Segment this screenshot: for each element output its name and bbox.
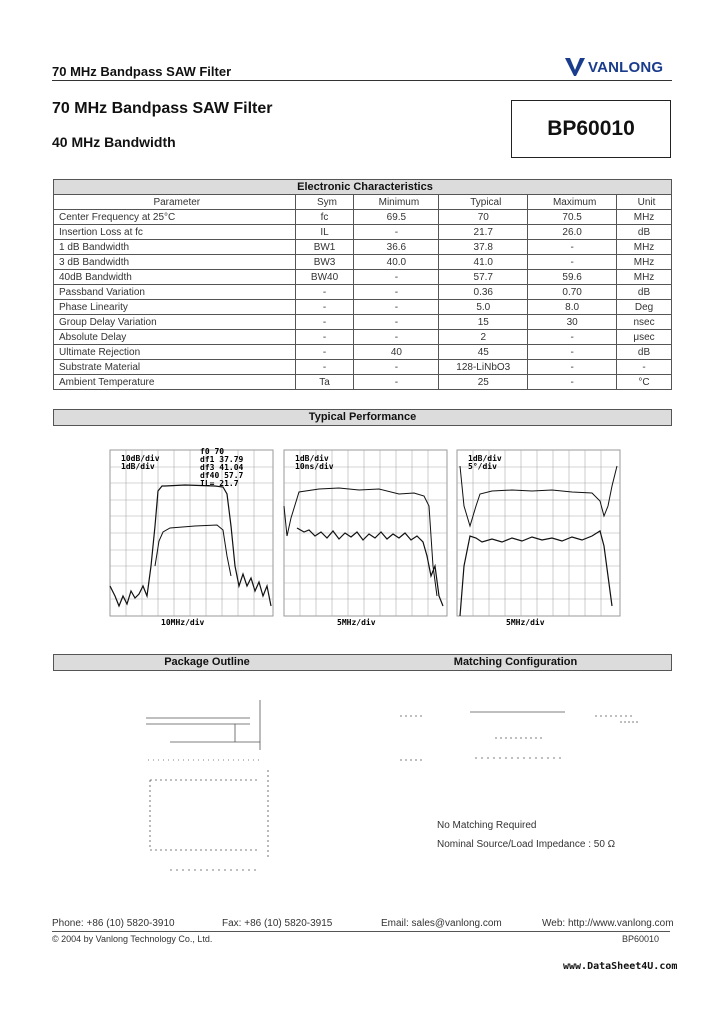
table-row — [54, 240, 672, 255]
table-cell: 40dB Bandwidth — [54, 270, 296, 285]
footer-web[interactable]: Web: http://www.vanlong.com — [542, 918, 674, 929]
package-outline-drawing — [140, 690, 280, 880]
table-cell: - — [295, 285, 354, 300]
table-cell: - — [354, 330, 439, 345]
table-cell: 21.7 — [439, 225, 528, 240]
table-cell: nsec — [617, 315, 672, 330]
table-cell: 128-LiNbO3 — [439, 360, 528, 375]
table-cell: 45 — [439, 345, 528, 360]
table-cell: 1 dB Bandwidth — [54, 240, 296, 255]
matching-configuration-title: Matching Configuration — [453, 656, 578, 668]
table-cell: Ambient Temperature — [54, 375, 296, 390]
table-row — [54, 360, 672, 375]
table-cell: MHz — [617, 255, 672, 270]
table-row — [54, 210, 672, 225]
table-cell: IL — [295, 225, 354, 240]
plot1-readout: df3 41.04 — [200, 463, 244, 472]
table-cell: - — [354, 285, 439, 300]
table-cell: Deg — [617, 300, 672, 315]
column-header: Unit — [617, 195, 672, 210]
table-cell: 3 dB Bandwidth — [54, 255, 296, 270]
matching-note-1: No Matching Required — [437, 820, 537, 831]
table-cell: Phase Linearity — [54, 300, 296, 315]
column-header: Minimum — [354, 195, 439, 210]
table-cell: - — [528, 360, 617, 375]
table-cell: - — [528, 255, 617, 270]
table-cell: - — [295, 315, 354, 330]
table-cell: 69.5 — [354, 210, 439, 225]
table-cell: °C — [617, 375, 672, 390]
footer-phone: Phone: +86 (10) 5820-3910 — [52, 918, 175, 929]
table-row — [54, 375, 672, 390]
plot1-readout: df40 57.7 — [200, 471, 244, 480]
table-cell: - — [354, 225, 439, 240]
plot1-scale1: 10dB/div — [121, 454, 160, 463]
table-cell: 41.0 — [439, 255, 528, 270]
vanlong-logo-icon — [565, 58, 585, 76]
footer-divider — [52, 931, 670, 932]
typical-performance-bar — [53, 409, 672, 426]
plot2-scale2: 10ns/div — [295, 462, 334, 471]
table-cell: μsec — [617, 330, 672, 345]
header-title: 70 MHz Bandpass SAW Filter — [52, 64, 232, 79]
table-cell: 59.6 — [528, 270, 617, 285]
table-row — [54, 315, 672, 330]
table-cell: Center Frequency at 25°C — [54, 210, 296, 225]
brand-logo — [565, 58, 663, 76]
table-cell: - — [354, 375, 439, 390]
table-cell: - — [354, 360, 439, 375]
table-cell: 70.5 — [528, 210, 617, 225]
table-cell: MHz — [617, 270, 672, 285]
watermark-link[interactable]: www.DataSheet4U.com — [563, 961, 678, 972]
frequency-response-plot — [105, 446, 280, 626]
table-cell: 25 — [439, 375, 528, 390]
table-row — [54, 225, 672, 240]
footer-email[interactable]: Email: sales@vanlong.com — [381, 918, 502, 929]
footer-copyright: © 2004 by Vanlong Technology Co., Ltd. — [52, 934, 213, 944]
table-row — [54, 345, 672, 360]
table-cell: BW3 — [295, 255, 354, 270]
plot3-xlabel: 5MHz/div — [506, 618, 545, 626]
footer-fax: Fax: +86 (10) 5820-3915 — [222, 918, 333, 929]
table-cell: 5.0 — [439, 300, 528, 315]
table-cell: 2 — [439, 330, 528, 345]
brand-name: VANLONG — [588, 58, 664, 76]
page-title: 70 MHz Bandpass SAW Filter — [52, 100, 273, 117]
matching-configuration-diagram — [395, 700, 645, 780]
plot1-readout: IL= 21.7 — [200, 479, 239, 488]
table-cell: - — [295, 345, 354, 360]
matching-note-2: Nominal Source/Load Impedance : 50 Ω — [437, 839, 616, 850]
table-cell: - — [528, 330, 617, 345]
table-title: Electronic Characteristics — [54, 180, 672, 195]
package-matching-bar — [53, 654, 672, 671]
table-cell: - — [528, 240, 617, 255]
table-cell: - — [528, 375, 617, 390]
plot1-readout: df1 37.79 — [200, 455, 244, 464]
table-header-row — [54, 195, 672, 210]
table-cell: - — [295, 360, 354, 375]
table-row — [54, 300, 672, 315]
table-cell: 8.0 — [528, 300, 617, 315]
electronic-characteristics-table — [53, 179, 672, 390]
plot3-scale1: 1dB/div — [468, 454, 502, 463]
table-cell: 26.0 — [528, 225, 617, 240]
table-cell: dB — [617, 345, 672, 360]
table-cell: Passband Variation — [54, 285, 296, 300]
table-cell: dB — [617, 285, 672, 300]
column-header: Typical — [439, 195, 528, 210]
plot2-xlabel: 5MHz/div — [337, 618, 376, 626]
phase-plot — [452, 446, 627, 626]
table-row — [54, 270, 672, 285]
table-cell: fc — [295, 210, 354, 225]
table-cell: 15 — [439, 315, 528, 330]
table-cell: 37.8 — [439, 240, 528, 255]
table-cell: 70 — [439, 210, 528, 225]
table-cell: Insertion Loss at fc — [54, 225, 296, 240]
table-cell: Substrate Material — [54, 360, 296, 375]
table-cell: 0.70 — [528, 285, 617, 300]
table-row — [54, 285, 672, 300]
plot2-scale1: 1dB/div — [295, 454, 329, 463]
table-cell: BW1 — [295, 240, 354, 255]
table-cell: 36.6 — [354, 240, 439, 255]
table-cell: - — [354, 270, 439, 285]
plot1-xlabel: 10MHz/div — [161, 618, 205, 626]
column-header: Maximum — [528, 195, 617, 210]
table-cell: - — [354, 315, 439, 330]
table-cell: - — [295, 330, 354, 345]
typical-performance-title: Typical Performance — [308, 411, 417, 423]
column-header: Parameter — [54, 195, 296, 210]
table-cell: 40.0 — [354, 255, 439, 270]
table-cell: dB — [617, 225, 672, 240]
part-number-box: BP60010 — [511, 100, 671, 158]
table-row — [54, 330, 672, 345]
table-cell: - — [617, 360, 672, 375]
table-cell: 30 — [528, 315, 617, 330]
table-cell: Ultimate Rejection — [54, 345, 296, 360]
header-divider — [52, 80, 672, 81]
page-subtitle: 40 MHz Bandwidth — [52, 134, 176, 150]
group-delay-plot — [279, 446, 454, 626]
table-cell: MHz — [617, 210, 672, 225]
plot1-readout: f0 70 — [200, 447, 225, 456]
table-cell: Absolute Delay — [54, 330, 296, 345]
table-cell: - — [528, 345, 617, 360]
plot1-scale2: 1dB/div — [121, 462, 155, 471]
column-header: Sym — [295, 195, 354, 210]
table-cell: MHz — [617, 240, 672, 255]
table-cell: 40 — [354, 345, 439, 360]
table-cell: 57.7 — [439, 270, 528, 285]
table-cell: 0.36 — [439, 285, 528, 300]
footer-part-number: BP60010 — [622, 934, 660, 944]
table-cell: - — [295, 300, 354, 315]
plot3-scale2: 5°/div — [468, 462, 497, 471]
table-row — [54, 255, 672, 270]
table-cell: - — [354, 300, 439, 315]
table-cell: BW40 — [295, 270, 354, 285]
table-cell: Group Delay Variation — [54, 315, 296, 330]
table-cell: Ta — [295, 375, 354, 390]
package-outline-title: Package Outline — [164, 656, 250, 668]
